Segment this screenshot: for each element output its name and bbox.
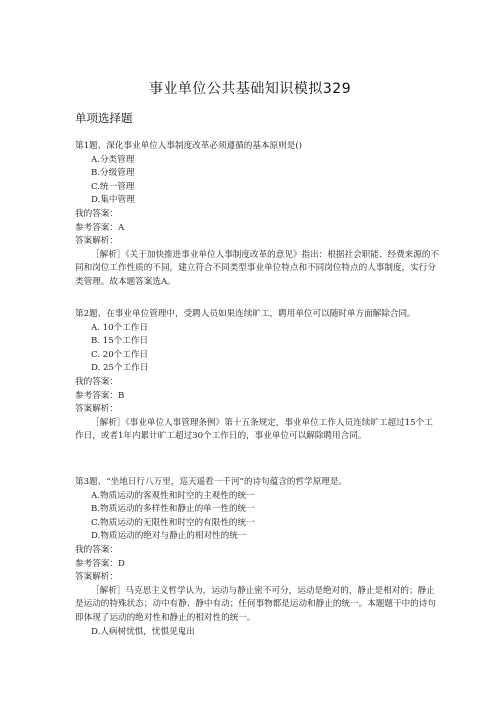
- section-heading: 单项选择题: [75, 111, 133, 125]
- option-b: B. 15个工作日: [91, 336, 149, 347]
- reference-answer: 参考答案：D: [75, 558, 125, 569]
- reference-answer: 参考答案：A: [75, 222, 125, 233]
- option-c: C.物质运动的无限性和时空的有限性的统一: [91, 517, 255, 528]
- document-title: 事业单位公共基础知识模拟329: [148, 81, 352, 97]
- my-answer-label: 我的答案：: [75, 208, 118, 219]
- option-a: A. 10个工作日: [91, 322, 148, 333]
- trailing-option: D.人病树忧惧，忧惧见鬼出: [91, 626, 195, 637]
- question-stem: 第2题、在事业单位管理中，受聘人员如果连续旷工，聘用单位可以随时单方面解除合同。: [75, 309, 416, 319]
- question-block: [75, 476, 440, 639]
- analysis-label: 答案解析：: [75, 404, 118, 415]
- option-a: A.物质运动的客观性和时空的主观性的统一: [91, 490, 255, 501]
- option-d: D.集中管理: [91, 195, 135, 206]
- question-block: [75, 140, 440, 290]
- question-block: [75, 308, 440, 444]
- analysis-text: ［解析］《关于加快推进事业单位人事制度改革的意见》指出：根据社会职能、经费来源的不同和岗位工作性质的不同，建立符合不同类型事业单位特点和不同岗位特点的人事制度，实行分类管理。故本题答案选A。: [75, 249, 440, 287]
- analysis-text: ［解析］马克思主义哲学认为，运动与静止密不可分，运动是绝对的，静止是相对的；静止是运动的特殊状态；动中有静、静中有动；任何事物都是运动和静止的统一。本题题干中的诗句即体现了运动的绝对性和静止的相对性的统一。: [75, 585, 436, 623]
- my-answer-label: 我的答案：: [75, 544, 118, 555]
- question-stem: 第1题、深化事业单位人事制度改革必须遵循的基本原则是(): [75, 141, 303, 151]
- analysis-text: ［解析］《事业单位人事管理条例》第十五条规定，事业单位工作人员连续旷工超过15个工作日，或者1年内累计旷工超过30个工作日的，事业单位可以解除聘用合同。: [75, 417, 433, 442]
- option-a: A.分类管理: [91, 154, 135, 165]
- my-answer-label: 我的答案：: [75, 376, 118, 387]
- option-d: D.物质运动的绝对与静止的相对性的统一: [91, 531, 247, 542]
- option-b: B.分级管理: [91, 168, 135, 179]
- option-d: D. 25个工作日: [91, 363, 149, 374]
- option-c: C. 20个工作日: [91, 349, 149, 360]
- analysis-label: 答案解析：: [75, 572, 118, 583]
- question-stem: 第3题、“坐地日行八万里，巡天遥看一千河”的诗句蕴含的哲学原理是。: [75, 477, 348, 487]
- option-c: C.统一管理: [91, 181, 135, 192]
- option-b: B.物质运动的多样性和静止的单一性的统一: [91, 504, 255, 515]
- analysis-label: 答案解析：: [75, 236, 118, 247]
- reference-answer: 参考答案：B: [75, 390, 125, 401]
